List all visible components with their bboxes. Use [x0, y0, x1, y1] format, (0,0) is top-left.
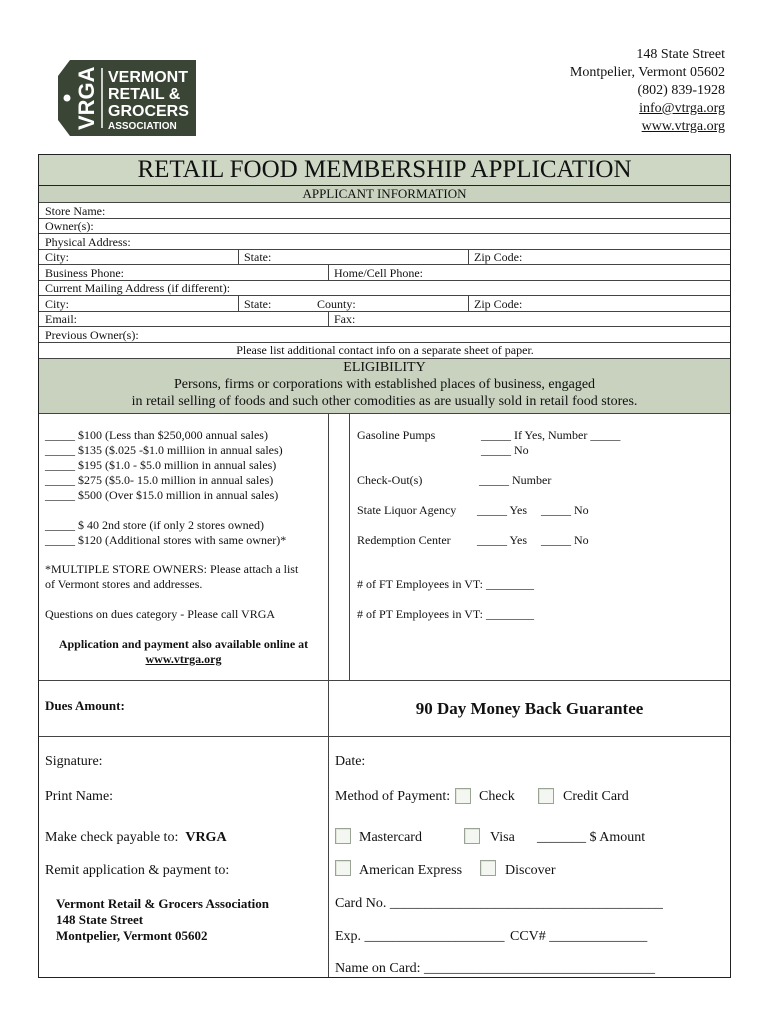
- liquor-no[interactable]: _____ No: [541, 503, 589, 517]
- zip-field[interactable]: Zip Code:: [474, 250, 523, 264]
- credit-card-label: Credit Card: [563, 789, 629, 804]
- multiple-note-2: of Vermont stores and addresses.: [45, 577, 203, 591]
- remit-address-line2: 148 State Street: [56, 912, 144, 927]
- online-url-link[interactable]: www.vtrga.org: [145, 652, 222, 666]
- payable-to: VRGA: [185, 830, 227, 845]
- business-phone-field[interactable]: Business Phone:: [45, 266, 125, 280]
- address-block: [570, 46, 725, 136]
- checkouts-label: Check-Out(s): [357, 473, 423, 487]
- owners-field[interactable]: Owner(s):: [45, 219, 94, 233]
- card-number-field[interactable]: Card No. _______________________________________: [335, 896, 663, 911]
- contact-note: Please list additional contact info on a separate sheet of paper.: [236, 343, 534, 357]
- questions-note: Questions on dues category - Please call VRGA: [45, 607, 276, 621]
- eligibility-line1: Persons, firms or corporations with established places of business, engaged: [173, 377, 596, 392]
- guarantee-text: 90 Day Money Back Guarantee: [415, 699, 644, 718]
- dues-option-135[interactable]: _____ $135 ($.025 -$1.0 milliion in annual sales): [45, 443, 283, 457]
- address-street: 148 State Street: [636, 47, 725, 62]
- check-label: Check: [479, 789, 515, 804]
- gas-pumps-label: Gasoline Pumps: [357, 428, 436, 442]
- amex-checkbox[interactable]: [335, 860, 351, 876]
- visa-checkbox[interactable]: [464, 828, 480, 844]
- address-city: Montpelier, Vermont 05602: [569, 65, 725, 80]
- method-of-payment-label: Method of Payment:: [335, 789, 451, 804]
- eligibility-band: [39, 358, 730, 414]
- checkouts-number[interactable]: _____ Number: [479, 473, 552, 487]
- dues-option-275[interactable]: _____ $275 ($5.0- 15.0 million in annual sales): [45, 473, 274, 487]
- discover-checkbox[interactable]: [480, 860, 496, 876]
- county-field[interactable]: County:: [317, 297, 356, 311]
- multiple-note-1: *MULTIPLE STORE OWNERS: Please attach a list: [45, 562, 299, 576]
- payable-text: Make check payable to:: [45, 830, 179, 845]
- form-title: RETAIL FOOD MEMBERSHIP APPLICATION: [39, 155, 730, 186]
- vrga-logo: [58, 60, 196, 136]
- state-field[interactable]: State:: [244, 250, 272, 264]
- website-link[interactable]: www.vtrga.org: [641, 119, 725, 134]
- logo-line4: ASSOCIATION: [108, 121, 177, 132]
- remit-label: Remit application & payment to:: [45, 863, 230, 878]
- print-name-field[interactable]: Print Name:: [45, 789, 114, 804]
- date-field[interactable]: Date:: [335, 754, 366, 769]
- mastercard-label: Mastercard: [359, 830, 422, 845]
- visa-label: Visa: [490, 830, 515, 845]
- address-phone: (802) 839-1928: [637, 83, 725, 98]
- expiration-field[interactable]: Exp. ____________________: [335, 929, 505, 944]
- logo-line2: RETAIL &: [108, 86, 181, 103]
- fax-field[interactable]: Fax:: [334, 312, 356, 326]
- discover-label: Discover: [505, 863, 556, 878]
- previous-owners-field[interactable]: Previous Owner(s):: [45, 328, 139, 342]
- redemption-no[interactable]: _____ No: [541, 533, 589, 547]
- city-field[interactable]: City:: [45, 250, 70, 264]
- name-on-card-field[interactable]: Name on Card: _________________________________: [335, 961, 656, 976]
- mastercard-checkbox[interactable]: [335, 828, 351, 844]
- logo-line1: VERMONT: [108, 69, 188, 86]
- check-checkbox[interactable]: [455, 788, 471, 804]
- dues-option-100[interactable]: _____ $100 (Less than $250,000 annual sales): [45, 428, 268, 442]
- pt-employees-field[interactable]: # of PT Employees in VT: ________: [357, 607, 534, 621]
- amount-field[interactable]: _______ $ Amount: [537, 830, 646, 845]
- dues-option-500[interactable]: _____ $500 (Over $15.0 million in annual sales): [45, 488, 279, 502]
- logo-initials: VRGA: [74, 66, 99, 130]
- redemption-label: Redemption Center: [357, 533, 451, 547]
- email-link[interactable]: info@vtrga.org: [639, 101, 725, 116]
- email-field[interactable]: Email:: [45, 312, 77, 326]
- remit-address-line1: Vermont Retail & Grocers Association: [56, 896, 270, 911]
- eligibility-heading: ELIGIBILITY: [343, 360, 426, 375]
- logo-line3: GROCERS: [108, 103, 189, 120]
- mailing-city-field[interactable]: City:: [45, 297, 70, 311]
- ft-employees-field[interactable]: # of FT Employees in VT: ________: [357, 577, 534, 591]
- liquor-label: State Liquor Agency: [357, 503, 457, 517]
- mailing-state-field[interactable]: State:: [244, 297, 272, 311]
- physical-address-field[interactable]: Physical Address:: [45, 235, 131, 249]
- signature-field[interactable]: Signature:: [45, 754, 103, 769]
- dues-amount-field[interactable]: Dues Amount:: [45, 698, 125, 713]
- home-phone-field[interactable]: Home/Cell Phone:: [334, 266, 423, 280]
- credit-card-checkbox[interactable]: [538, 788, 554, 804]
- gas-pumps-yes[interactable]: _____ If Yes, Number _____: [481, 428, 621, 442]
- dues-option-2nd-store[interactable]: _____ $ 40 2nd store (if only 2 stores owned): [45, 518, 264, 532]
- store-name-field[interactable]: Store Name:: [45, 204, 106, 218]
- redemption-yes[interactable]: _____ Yes: [477, 533, 528, 547]
- eligibility-line2: in retail selling of foods and such other comodities as are usually sold in retail food stores.: [131, 394, 638, 409]
- applicant-heading: APPLICANT INFORMATION: [39, 186, 730, 203]
- amex-label: American Express: [359, 863, 463, 878]
- remit-address-line3: Montpelier, Vermont 05602: [56, 928, 208, 943]
- payable-label: [45, 830, 227, 846]
- online-note: Application and payment also available online at: [58, 637, 309, 651]
- liquor-yes[interactable]: _____ Yes: [477, 503, 528, 517]
- dues-option-additional[interactable]: _____ $120 (Additional stores with same owner)*: [45, 533, 287, 547]
- mailing-address-field[interactable]: Current Mailing Address (if different):: [45, 281, 231, 295]
- ccv-field[interactable]: CCV# ______________: [510, 929, 648, 944]
- mailing-zip-field[interactable]: Zip Code:: [474, 297, 523, 311]
- dues-option-195[interactable]: _____ $195 ($1.0 - $5.0 million in annual sales): [45, 458, 277, 472]
- gas-pumps-no[interactable]: _____ No: [481, 443, 529, 457]
